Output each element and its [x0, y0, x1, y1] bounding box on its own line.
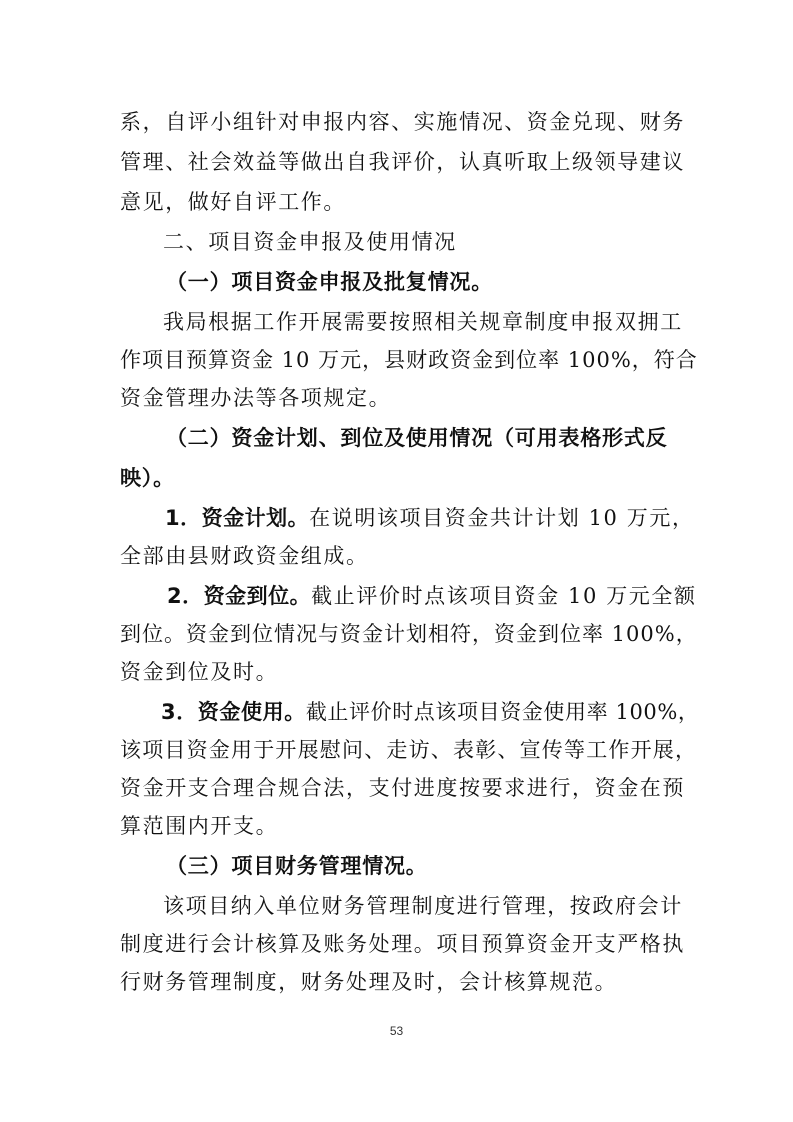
paragraph-line: 资金开支合理合规合法，支付进度按要求进行，资金在预 — [120, 776, 685, 800]
item-text: 在说明该项目资金共计计划 10 万元， — [309, 506, 695, 530]
paragraph-line: 该项目资金用于开展慰问、走访、表彰、宣传等工作开展， — [120, 738, 698, 762]
paragraph-line: 我局根据工作开展需要按照相关规章制度申报双拥工 — [163, 310, 683, 334]
subsection-heading: （二）资金计划、到位及使用情况（可用表格形式反 — [166, 426, 668, 450]
paragraph-line: 全部由县财政资金组成。 — [120, 544, 369, 568]
paragraph-line: 算范围内开支。 — [120, 814, 279, 838]
paragraph-line: 作项目预算资金 10 万元，县财政资金到位率 100%，符合 — [120, 348, 698, 372]
item-text: 截止评价时点该项目资金使用率 100%， — [305, 700, 700, 724]
paragraph-line: 意见，做好自评工作。 — [120, 190, 346, 214]
paragraph-line: 制度进行会计核算及账务处理。项目预算资金开支严格执 — [120, 932, 685, 956]
paragraph-line — [167, 582, 697, 610]
item-label: 2．资金到位。 — [167, 584, 312, 608]
paragraph-line: 该项目纳入单位财务管理制度进行管理，按政府会计 — [163, 894, 683, 918]
subsection-heading: （三）项目财务管理情况。 — [166, 854, 428, 878]
paragraph-line: 系，自评小组针对申报内容、实施情况、资金兑现、财务 — [120, 110, 685, 134]
subsection-heading-cont: 映）。 — [120, 466, 175, 490]
paragraph-line: 资金管理办法等各项规定。 — [120, 386, 392, 410]
paragraph-line — [161, 698, 700, 726]
paragraph-line: 到位。资金到位情况与资金计划相符，资金到位率 100%， — [120, 622, 698, 646]
paragraph-line: 资金到位及时。 — [120, 660, 279, 684]
section-heading: 二、项目资金申报及使用情况 — [163, 230, 457, 254]
item-label: 3．资金使用。 — [161, 700, 306, 724]
page-number: 53 — [389, 1024, 404, 1038]
item-text: 截止评价时点该项目资金 10 万元全额 — [311, 584, 697, 608]
paragraph-line — [165, 504, 695, 532]
paragraph-line: 管理、社会效益等做出自我评价，认真听取上级领导建议 — [120, 150, 685, 174]
paragraph-line: 行财务管理制度，财务处理及时，会计核算规范。 — [120, 970, 618, 994]
item-label: 1．资金计划。 — [165, 506, 310, 530]
subsection-heading: （一）项目资金申报及批复情况。 — [166, 270, 493, 294]
